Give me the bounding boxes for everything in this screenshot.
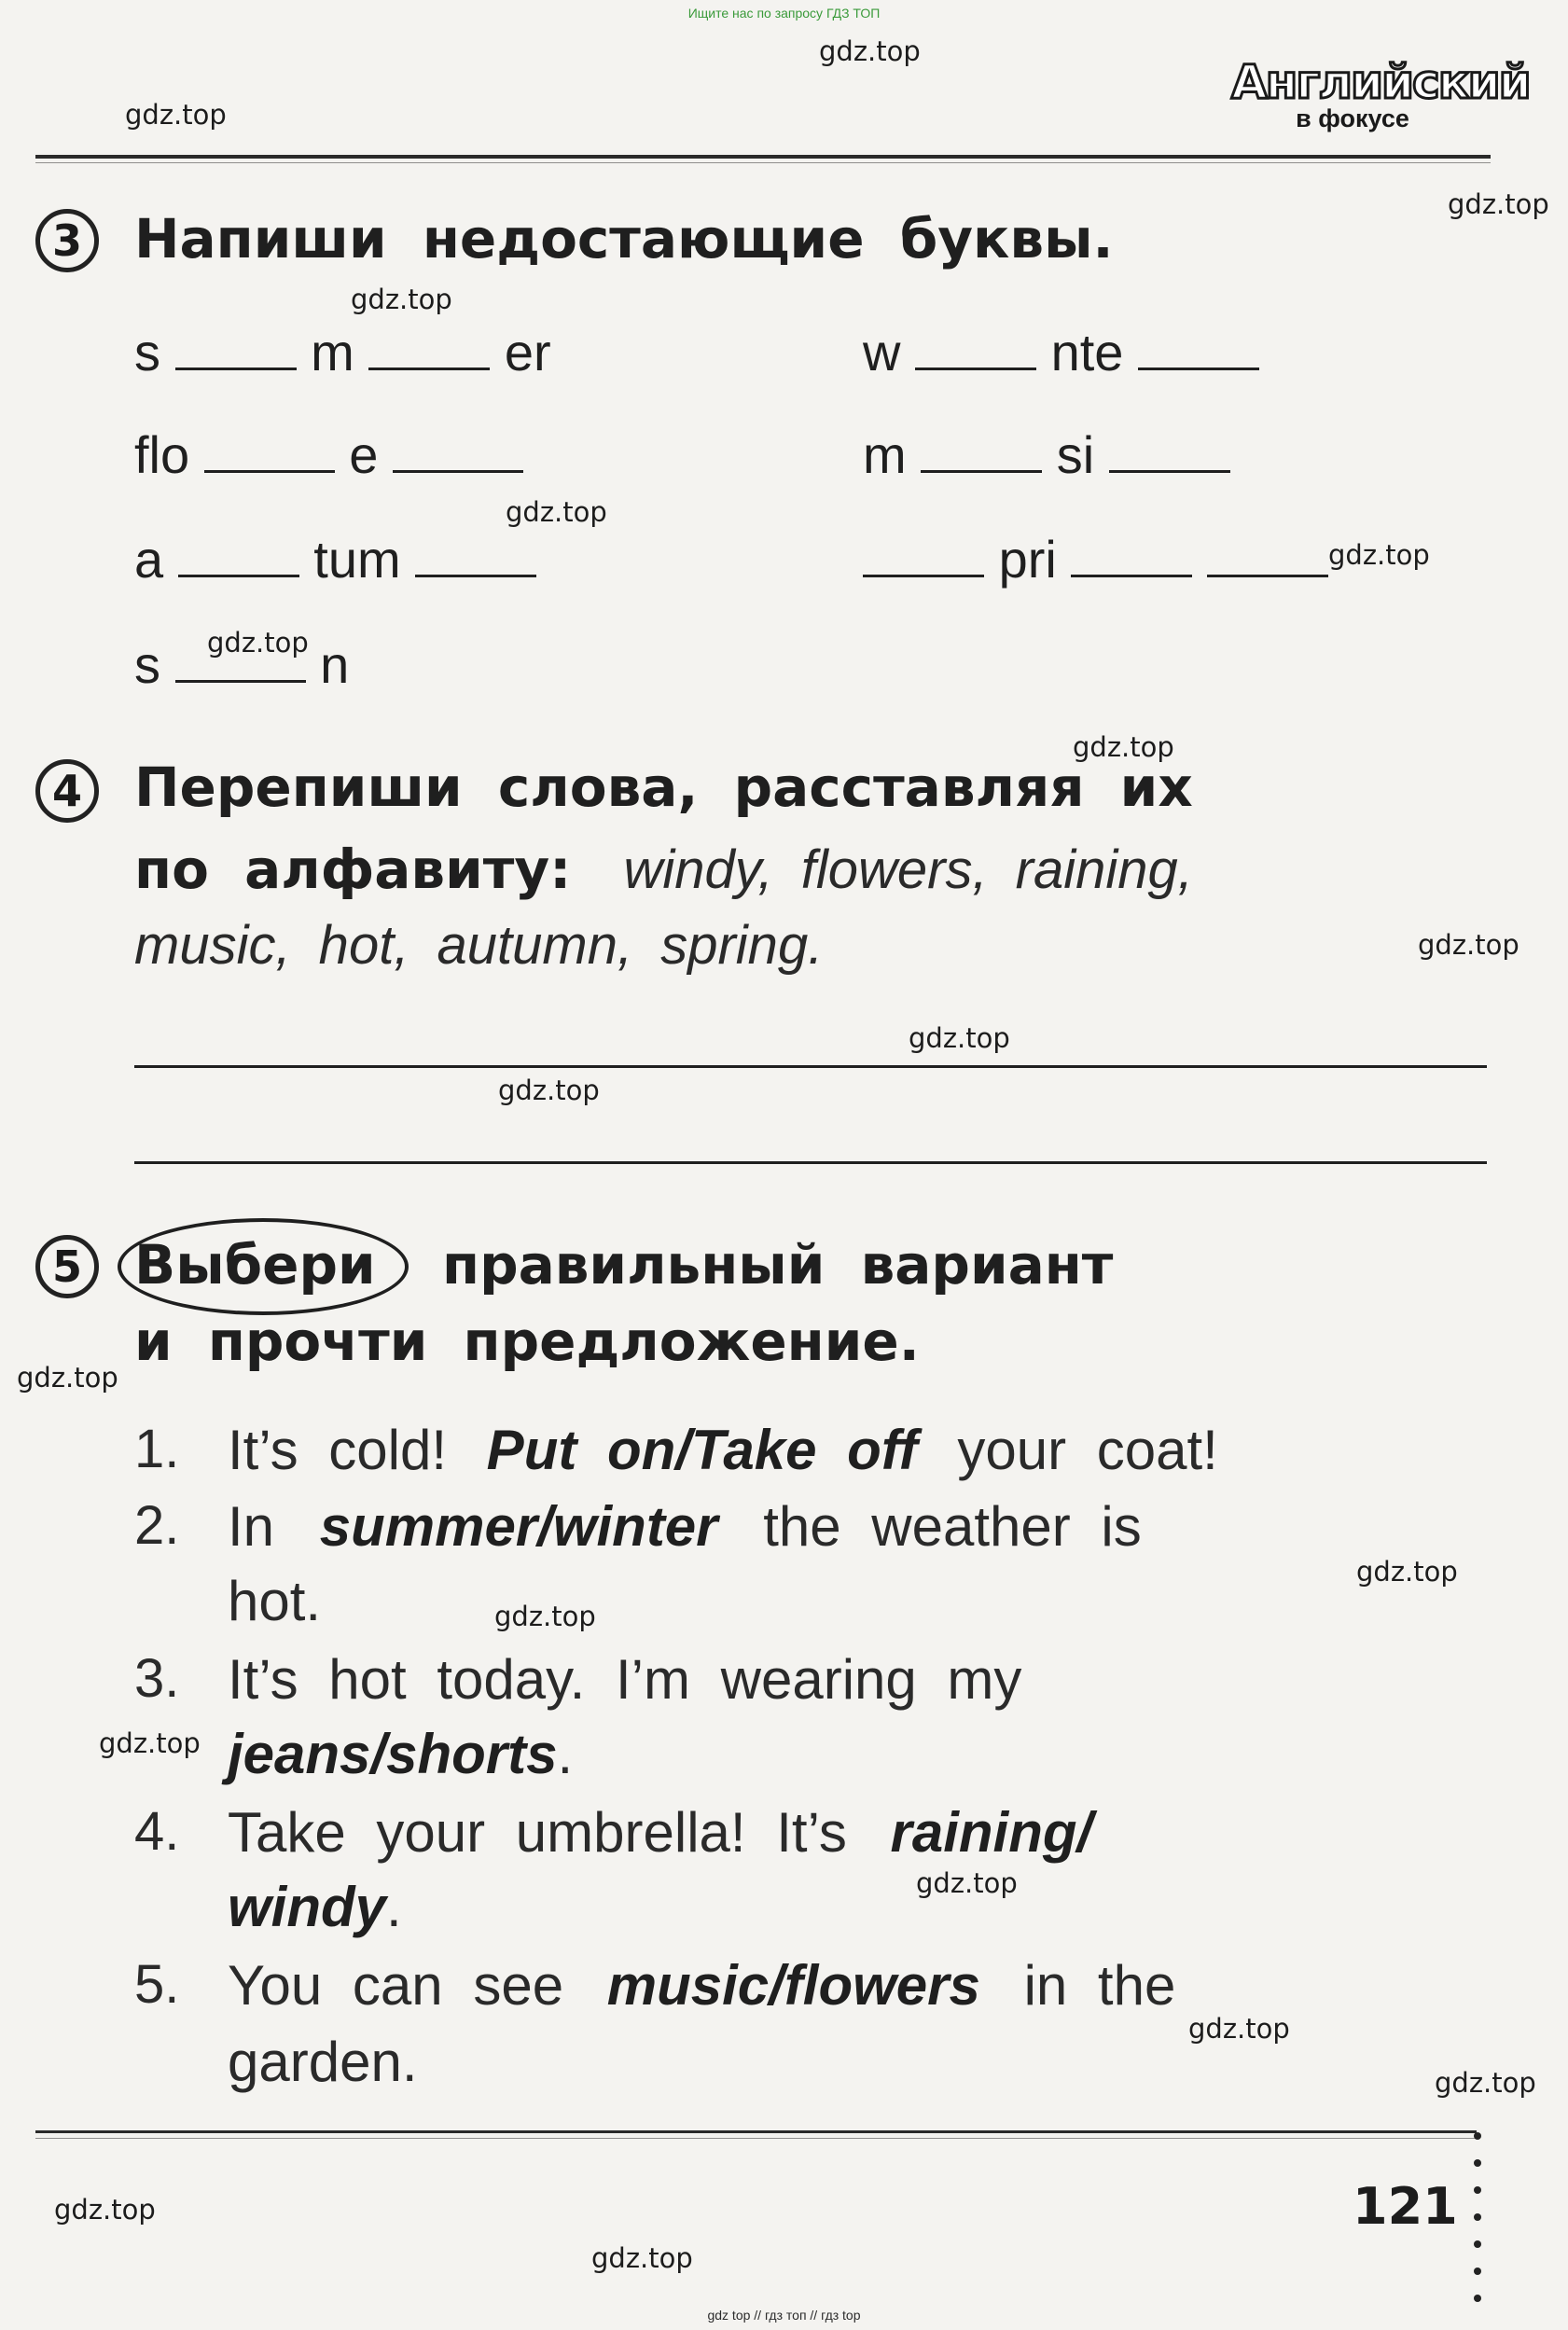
blank[interactable]: [1138, 356, 1259, 370]
watermark: gdz.top: [1188, 2013, 1290, 2045]
exercise-4-title: Перепиши слова, расставляя их: [134, 756, 1193, 819]
dotted-edge: [1474, 2132, 1483, 2322]
watermark: gdz.top: [916, 1867, 1018, 1899]
blank[interactable]: [393, 459, 523, 473]
writing-line-1[interactable]: [134, 1065, 1487, 1068]
writing-line-2[interactable]: [134, 1161, 1487, 1164]
ex3-row3-left: [134, 529, 536, 589]
blank[interactable]: [204, 459, 335, 473]
letters: e: [349, 425, 379, 484]
watermark: gdz.top: [498, 1075, 600, 1106]
letters: a: [134, 530, 164, 589]
watermark: gdz.top: [506, 496, 607, 528]
blank[interactable]: [415, 563, 536, 577]
ex3-row1-left: [134, 322, 551, 382]
letters: m: [311, 323, 354, 381]
top-note: Ищите нас по запросу ГДЗ ТОП: [687, 6, 881, 21]
letters: n: [320, 635, 350, 694]
blank[interactable]: [915, 356, 1036, 370]
exercise-4-title-part2: по алфавиту:: [134, 838, 572, 901]
exercise-4-words-part1: windy, flowers, raining,: [623, 839, 1193, 900]
choice-option[interactable]: Put on/Take off: [486, 1419, 918, 1481]
exercise-4-words-part2: music, hot, autumn, spring.: [134, 915, 824, 976]
blank[interactable]: [178, 563, 299, 577]
exercise-4-number: 4: [35, 759, 99, 823]
sentence-text: your coat!: [957, 1419, 1218, 1481]
item-number: 3.: [134, 1648, 180, 1709]
letters: s: [134, 635, 160, 694]
watermark: gdz.top: [351, 284, 452, 315]
letters: s: [134, 323, 160, 381]
choice-option[interactable]: raining/: [890, 1801, 1093, 1864]
blank[interactable]: [1071, 563, 1192, 577]
sentence-2-cont: hot.: [228, 1570, 322, 1632]
sentence-text: You can see: [228, 1954, 564, 2017]
watermark: gdz.top: [1073, 731, 1174, 763]
blank[interactable]: [1207, 563, 1328, 577]
footer-rule: [35, 2130, 1477, 2133]
sentence-5-cont: garden.: [228, 2031, 418, 2093]
ex3-row1-right: [863, 322, 1259, 382]
sentence-text: in the: [1023, 1954, 1176, 2017]
watermark: gdz.top: [99, 1727, 201, 1759]
watermark: gdz.top: [1448, 188, 1549, 220]
letters: m: [863, 425, 907, 484]
watermark: gdz.top: [819, 35, 921, 67]
exercise-4-line3: [134, 914, 823, 977]
item-number: 4.: [134, 1801, 180, 1862]
letters: tum: [313, 530, 401, 589]
sentence-text: .: [557, 1723, 574, 1785]
exercise-5-title-line2: и прочти предложение.: [134, 1310, 920, 1373]
watermark: gdz.top: [1328, 539, 1430, 571]
sentence-2: [228, 1494, 1142, 1559]
blank[interactable]: [1109, 459, 1230, 473]
sentence-1: [228, 1418, 1218, 1482]
sentence-3-cont: [228, 1722, 573, 1786]
exercise-5-title-word: Выбери: [134, 1233, 376, 1297]
watermark: gdz.top: [54, 2194, 156, 2226]
watermark: gdz.top: [125, 99, 227, 131]
exercise-5-title-rest: правильный вариант: [442, 1233, 1114, 1297]
choice-option[interactable]: windy: [228, 1876, 387, 1938]
blank[interactable]: [175, 669, 306, 683]
sentence-5: [228, 1953, 1175, 2018]
watermark: gdz.top: [1418, 929, 1519, 961]
letters: flo: [134, 425, 190, 484]
blank[interactable]: [368, 356, 490, 370]
choice-option[interactable]: summer/winter: [319, 1495, 718, 1558]
watermark: gdz.top: [17, 1362, 118, 1394]
sentence-text: It’s cold!: [228, 1419, 447, 1481]
choice-option[interactable]: jeans/shorts: [228, 1723, 558, 1785]
textbook-logo: [1231, 55, 1530, 133]
item-number: 1.: [134, 1419, 180, 1479]
watermark: gdz.top: [1356, 1556, 1458, 1588]
blank[interactable]: [175, 356, 297, 370]
sentence-text: .: [386, 1876, 402, 1938]
letters: w: [863, 323, 901, 381]
letters: nte: [1050, 323, 1124, 381]
exercise-3-number: 3: [35, 209, 99, 272]
watermark: gdz.top: [591, 2242, 693, 2274]
choice-option[interactable]: music/flowers: [606, 1954, 980, 2017]
sentence-text: Take your umbrella! It’s: [228, 1801, 847, 1864]
ex3-row2-right: [863, 424, 1230, 485]
watermark: gdz.top: [207, 627, 309, 659]
bottom-note: gdz top // гдз топ // гдз top: [707, 2308, 861, 2323]
sentence-3: It’s hot today. I’m wearing my: [228, 1648, 1022, 1711]
header-rule-thin: [35, 162, 1491, 163]
sentence-text: In: [228, 1495, 275, 1558]
item-number: 5.: [134, 1954, 180, 2015]
logo-title: Английский: [1231, 55, 1530, 109]
letters: pri: [998, 530, 1057, 589]
sentence-text: the weather is: [763, 1495, 1142, 1558]
blank[interactable]: [863, 563, 984, 577]
watermark: gdz.top: [494, 1601, 596, 1632]
letters: er: [504, 323, 551, 381]
letters: si: [1056, 425, 1095, 484]
sentence-4-cont: [228, 1875, 402, 1939]
page-number: 121: [1353, 2177, 1458, 2236]
footer-rule-thin: [35, 2138, 1477, 2139]
exercise-4-line2: [134, 838, 1193, 901]
item-number: 2.: [134, 1495, 180, 1556]
watermark: gdz.top: [1435, 2067, 1536, 2099]
exercise-5-number: 5: [35, 1235, 99, 1298]
logo-subtitle: в фокусе: [1296, 104, 1409, 132]
watermark: gdz.top: [909, 1022, 1010, 1054]
header-rule: [35, 155, 1491, 159]
ex3-row2-left: [134, 424, 523, 485]
blank[interactable]: [921, 459, 1042, 473]
exercise-3-title: Напиши недостающие буквы.: [134, 207, 1114, 270]
ex3-row3-right: [863, 529, 1328, 589]
sentence-4: [228, 1800, 1092, 1865]
